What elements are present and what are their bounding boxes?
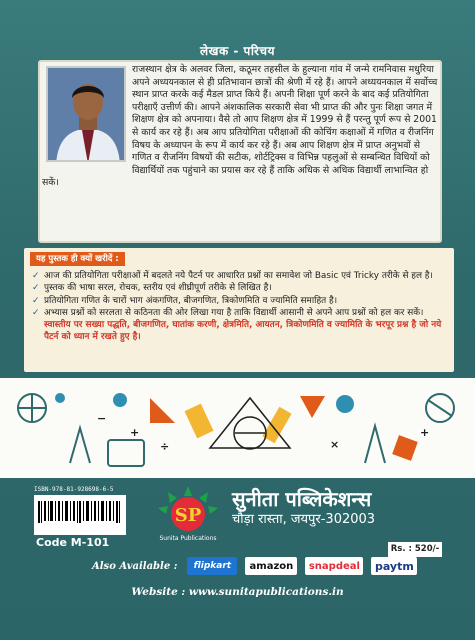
svg-text:+: + bbox=[130, 426, 140, 439]
stationery-icons bbox=[0, 378, 475, 478]
publisher-logo bbox=[152, 484, 224, 544]
flipkart-logo[interactable]: flipkart bbox=[187, 557, 237, 575]
snapdeal-logo[interactable]: snapdeal bbox=[305, 557, 363, 575]
book-code: Code M-101 bbox=[36, 536, 110, 549]
author-heading: लेखक - परिचय bbox=[200, 44, 275, 58]
check-icon: ✓ bbox=[32, 271, 40, 281]
price-tag: Rs. : 520/- bbox=[388, 542, 442, 557]
check-icon: ✓ bbox=[32, 307, 40, 318]
list-item bbox=[32, 270, 448, 282]
also-available-label: Also Available : bbox=[92, 560, 178, 572]
photo-spacer bbox=[42, 64, 132, 168]
publisher-name: सुनीता पब्लिकेशन्स bbox=[232, 487, 372, 511]
list-item bbox=[32, 307, 448, 319]
barcode-icon bbox=[38, 501, 122, 527]
availability-row bbox=[92, 556, 417, 576]
list-item bbox=[32, 282, 448, 294]
author-bio bbox=[42, 64, 438, 190]
math-science-illustration bbox=[0, 378, 475, 478]
list-item-text: अभ्यास प्रश्नों को सरलता से कठिनता की ओर लिखा गया है ताकि विद्यार्थी आसानी से अपने आप प्रश्नों को हल कर सकें। bbox=[44, 307, 424, 318]
why-buy-heading: यह पुस्तक ही क्यों खरीदें : bbox=[30, 252, 125, 266]
amazon-logo[interactable]: amazon bbox=[245, 557, 297, 575]
isbn-label: ISBN-978-81-928698-6-5 bbox=[34, 486, 114, 493]
highlight-text: स्वास्तीय पर सख्या पद्धति, बीजगणित, घातांक करणी, क्षेत्रमिति, आयतन, त्रिकोणमिति व ज्यामिति के भरपूर प्रश्न है जो नये पैटर्न को ध्यान में रखते हुए है। bbox=[44, 320, 442, 343]
list-item-text: प्रतियोगिता गणित के चारों भाग अंकगणित, बीजगणित, त्रिकोणमिति व ज्यामिति समाहित है। bbox=[44, 295, 338, 306]
svg-text:+: + bbox=[420, 426, 430, 439]
publisher-info bbox=[232, 487, 452, 529]
svg-text:÷: ÷ bbox=[160, 440, 170, 453]
list-item bbox=[32, 295, 448, 307]
svg-text:SP: SP bbox=[174, 505, 202, 526]
publisher-address: चौड़ा रास्ता, जयपुर-302003 bbox=[232, 512, 376, 527]
list-item-text: आज की प्रतियोगिता परीक्षाओं में बदलते नये पैटर्न पर आधारित प्रश्नों का समावेश जो Basic एवं Tricky तरीके से हल है। bbox=[44, 271, 433, 281]
why-buy-list bbox=[32, 270, 448, 344]
check-icon: ✓ bbox=[32, 283, 40, 294]
isbn-block bbox=[34, 486, 126, 535]
svg-text:Sunita Publications: Sunita Publications bbox=[159, 535, 217, 542]
barcode bbox=[34, 495, 126, 535]
sp-logo-icon bbox=[152, 484, 224, 544]
svg-text:−: − bbox=[97, 412, 107, 425]
paytm-logo[interactable]: paytm bbox=[371, 557, 417, 575]
author-bio-text: राजस्थान क्षेत्र के अलवर जिला, कठूमर तहसील के हुल्याना गांव में जन्मे रामनिवास मधुरिया अपने अध्ययनकाल से ही प्रतिभावान छात्रों की श्रेणी में रहे हैं। आपने अध्ययनकाल में सर्वोच्च स्थान प्राप्त करके कई मैडल प्राप्त किये हैं। अपनी शिक्षा पूर्ण करने के बाद कई प्रतियोगिता परीक्षाएँ उत्तीर्ण की। आपने अंशकालिक सरकारी सेवा भी प्राप्त की और पुनः शिक्षा जगत में शिक्षण क्षेत्र को अपनाया। वैसे तो आप शिक्षण क्षेत्र में 1999 से हैं परन्तु पूर्ण रूप से 2001 से कार्य कर रहे हैं। अब आप प्रतियोगिता परीक्षाओं की कोचिंग कक्षाओं में गणित व रीजनिंग विषय के अध्यापन के रूप में कार्य कर रहे हैं। अब आप शिक्षण क्षेत्र में प्राप्त अनुभवों से गणित व रीजनिंग विषयों की सटीक, शोर्टट्रिक्स व विभिन्न पहलुओं से सम्बन्धित विधियों को विद्यार्थियों तक पहुंचाने का प्रयास कर रहे हैं ताकि अधिक से अधिक विद्यार्थी लाभान्वित हो सकें। bbox=[42, 64, 438, 189]
website-link[interactable]: Website : www.sunitapublications.in bbox=[131, 586, 344, 598]
svg-text:×: × bbox=[330, 438, 340, 451]
list-item-text: पुस्तक की भाषा सरल, रोचक, स्तरीय एवं शीघ्रीपूर्ण तरीके से लिखित है। bbox=[44, 283, 272, 294]
list-item-highlight bbox=[32, 319, 448, 344]
check-icon: ✓ bbox=[32, 295, 40, 306]
